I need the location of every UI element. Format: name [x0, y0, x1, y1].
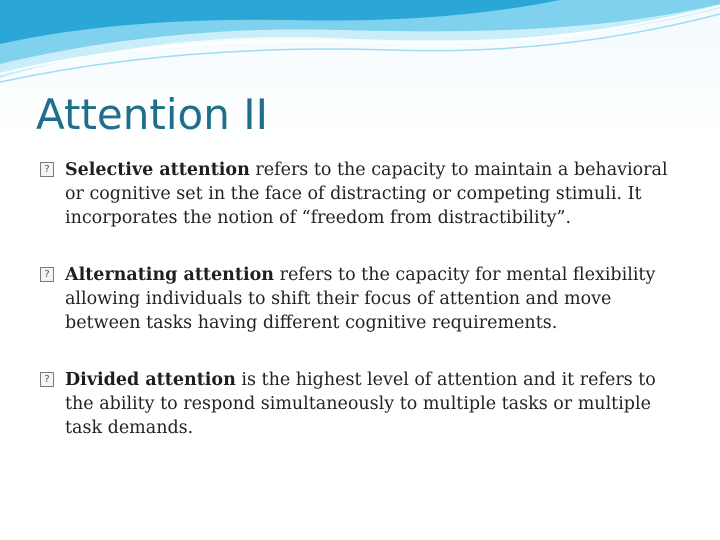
bullet-text: refers to the capacity for mental flexibility allowing individuals to shift their focus of attention and move between tasks having different cognitive requirements. — [65, 265, 656, 333]
bullet-text: is the highest level of attention and it refers to the ability to respond simultaneously to multiple tasks or multiple task demands. — [65, 370, 656, 438]
header-wave-decoration — [0, 0, 720, 90]
bullet-marker-icon: ? — [40, 372, 54, 387]
slide-title: Attention II — [36, 90, 268, 139]
bullet-marker-icon: ? — [40, 267, 54, 282]
bullet-item-divided-attention — [40, 368, 685, 440]
bullet-item-selective-attention — [40, 158, 685, 230]
bullet-term: Divided attention — [65, 370, 236, 390]
bullet-item-alternating-attention — [40, 263, 685, 335]
bullet-marker-icon: ? — [40, 162, 54, 177]
bullet-term: Alternating attention — [65, 265, 275, 285]
bullet-term: Selective attention — [65, 160, 250, 180]
bullet-text: refers to the capacity to maintain a behavioral or cognitive set in the face of distracting or competing stimuli. It incorporates the notion of “freedom from distractibility”. — [65, 160, 668, 228]
bullet-list — [40, 158, 685, 473]
